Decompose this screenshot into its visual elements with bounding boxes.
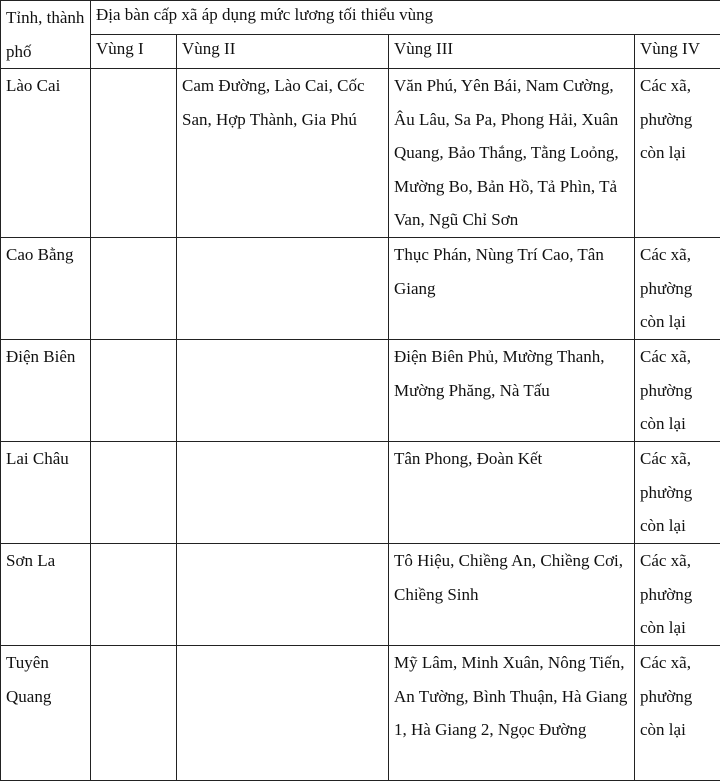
zone-1-cell (91, 646, 177, 781)
zone-3-cell: Tô Hiệu, Chiềng An, Chiềng Cơi, Chiềng Sinh (389, 544, 635, 646)
zone-3-cell: Văn Phú, Yên Bái, Nam Cường, Âu Lâu, Sa Pa, Phong Hải, Xuân Quang, Bảo Thắng, Tằng Loỏng, Mường Bo, Bản Hồ, Tả Phìn, Tả Van, Ngũ Chỉ Sơn (389, 69, 635, 238)
header-row-2 (1, 35, 720, 69)
zone-group-header: Địa bàn cấp xã áp dụng mức lương tối thiểu vùng (91, 1, 720, 35)
zone-2-cell (177, 544, 389, 646)
province-cell: Điện Biên (1, 340, 91, 442)
zone-1-cell (91, 442, 177, 544)
table-row (1, 340, 720, 442)
zone-4-header: Vùng IV (635, 35, 720, 69)
province-cell: Cao Bằng (1, 238, 91, 340)
table-row (1, 238, 720, 340)
province-column-header: Tỉnh, thành phố (1, 1, 91, 69)
province-cell: Sơn La (1, 544, 91, 646)
zone-3-cell: Điện Biên Phủ, Mường Thanh, Mường Phăng, Nà Tấu (389, 340, 635, 442)
zone-1-header: Vùng I (91, 35, 177, 69)
zone-3-cell: Mỹ Lâm, Minh Xuân, Nông Tiến, An Tường, Bình Thuận, Hà Giang 1, Hà Giang 2, Ngọc Đường (389, 646, 635, 781)
zone-4-cell: Các xã, phường còn lại (635, 646, 720, 781)
table-row (1, 442, 720, 544)
zone-2-cell (177, 646, 389, 781)
zone-4-cell: Các xã, phường còn lại (635, 238, 720, 340)
zone-2-cell: Cam Đường, Lào Cai, Cốc San, Hợp Thành, Gia Phú (177, 69, 389, 238)
zone-2-cell (177, 340, 389, 442)
zone-2-cell (177, 442, 389, 544)
header-row-1 (1, 1, 720, 35)
table-row (1, 646, 720, 781)
province-cell: Lào Cai (1, 69, 91, 238)
zone-1-cell (91, 69, 177, 238)
zone-3-cell: Thục Phán, Nùng Trí Cao, Tân Giang (389, 238, 635, 340)
zone-4-cell: Các xã, phường còn lại (635, 340, 720, 442)
province-cell: Tuyên Quang (1, 646, 91, 781)
zone-1-cell (91, 238, 177, 340)
table-row (1, 69, 720, 238)
table-row (1, 544, 720, 646)
zone-1-cell (91, 544, 177, 646)
zone-4-cell: Các xã, phường còn lại (635, 442, 720, 544)
zone-2-cell (177, 238, 389, 340)
province-cell: Lai Châu (1, 442, 91, 544)
zone-1-cell (91, 340, 177, 442)
zone-4-cell: Các xã, phường còn lại (635, 69, 720, 238)
zone-3-header: Vùng III (389, 35, 635, 69)
zone-3-cell: Tân Phong, Đoàn Kết (389, 442, 635, 544)
zone-2-header: Vùng II (177, 35, 389, 69)
zone-4-cell: Các xã, phường còn lại (635, 544, 720, 646)
